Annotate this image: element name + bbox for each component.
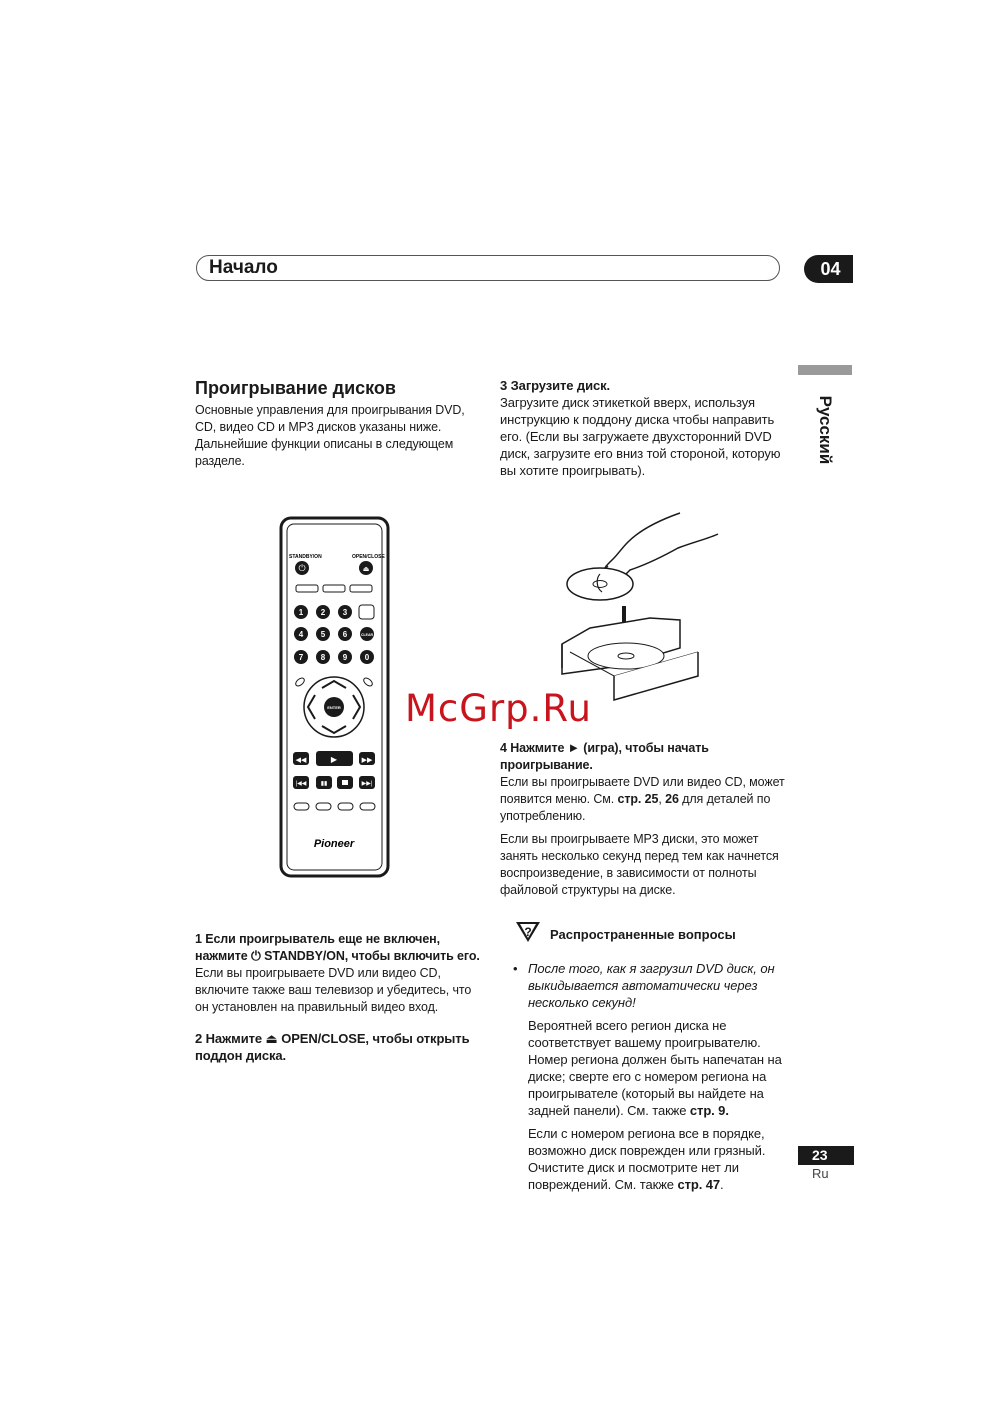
svg-text:|◀◀: |◀◀ (295, 781, 307, 787)
step-4-text: занять несколько секунд перед тем как начнется (500, 848, 779, 863)
faq-question-line: выкидывается автоматически через (528, 978, 758, 993)
enter-label: ENTER (327, 705, 341, 710)
faq-title: Распространенные вопросы (550, 927, 736, 942)
section-heading: Проигрывание дисков (195, 378, 396, 398)
remote-control-illustration (278, 515, 392, 880)
faq-question-line: несколько секунд! (528, 995, 636, 1010)
faq-icon (514, 920, 542, 944)
svg-text:?: ? (524, 925, 532, 939)
bullet-marker: • (513, 961, 518, 976)
svg-text:⏻: ⏻ (298, 563, 306, 573)
chapter-number: 04 (820, 259, 841, 279)
step-3-line: диск, загрузите его вниз той стороной, которую (500, 446, 781, 461)
digit-1: 1 (298, 608, 304, 617)
digit-9: 9 (342, 653, 348, 662)
intro-line: разделе. (195, 453, 245, 468)
step-4-text: Если вы проигрываете DVD или видео CD, может (500, 774, 785, 789)
faq-answer-line: соответствует вашему проигрывателю. (528, 1035, 761, 1050)
faq-answer-line: диске; сверте его с номером региона на (528, 1069, 767, 1084)
faq-answer-line: Номер региона должен быть напечатан на (528, 1052, 782, 1067)
step-1-line: включите также ваш телевизор и убедитесь, что (195, 982, 472, 997)
step-2-title-line: поддон диска. (195, 1048, 287, 1063)
intro-line: Основные управления для проигрывания DVD, (195, 402, 465, 417)
step-1-title-line: 1 Если проигрыватель еще не включен, (195, 931, 440, 946)
step-4 (500, 739, 785, 904)
faq-answer-line: . (719, 1177, 724, 1192)
step-4-title-line: 4 Нажмите ► (игра), чтобы начать (500, 740, 709, 755)
step-4-text: Если вы проигрываете MP3 диски, это может (500, 831, 759, 846)
step-2 (195, 1030, 469, 1064)
page-number: 23 (798, 1146, 854, 1165)
faq-answer-line: повреждений. См. также (528, 1177, 678, 1192)
digit-6: 6 (342, 630, 348, 639)
faq-item (513, 960, 782, 1199)
page-language-code: Ru (812, 1166, 829, 1181)
step-4-text: , (658, 791, 666, 806)
step-3 (500, 377, 780, 479)
disc-loading-illustration (560, 508, 720, 710)
step-4-text: файловой структуры на диске. (500, 882, 676, 897)
faq-answer-line: возможно диск поврежден или грязный. (528, 1143, 766, 1158)
step-4-text: воспроизведение, в зависимости от полноты (500, 865, 757, 880)
svg-text:▮▮: ▮▮ (320, 781, 328, 787)
step-3-line: его. (Если вы загружаете двухсторонний DVD (500, 429, 772, 444)
digit-7: 7 (298, 653, 304, 662)
faq-answer-line: Вероятней всего регион диска не (528, 1018, 727, 1033)
language-tab-bar (798, 365, 852, 375)
digit-5: 5 (320, 630, 326, 639)
step-4-text: появится меню. См. (500, 791, 618, 806)
page-reference-link[interactable]: 26 (665, 791, 679, 806)
svg-text:⏏: ⏏ (362, 566, 370, 573)
language-tab-label: Русский (816, 395, 835, 465)
svg-text:◀◀: ◀◀ (295, 757, 307, 764)
page-reference-link[interactable]: стр. 9. (689, 1103, 729, 1118)
digit-3: 3 (342, 608, 348, 617)
watermark: McGrp.Ru (405, 687, 592, 730)
clear-label: CLEAR (360, 633, 374, 637)
standby-label: STANDBY/ON (289, 554, 322, 560)
faq-answer-line: проигрывателе (который вы найдете на (528, 1086, 764, 1101)
page-reference-link[interactable]: стр. 25 (617, 791, 659, 806)
step-3-line: инструкцию к поддону диска чтобы направить (500, 412, 775, 427)
digit-0: 0 (364, 653, 370, 662)
section-header-frame (196, 255, 780, 281)
step-2-title-line: 2 Нажмите ⏏ OPEN/CLOSE, чтобы открыть (195, 1031, 470, 1046)
faq-answer-line: Очистите диск и посмотрите нет ли (528, 1160, 739, 1175)
step-1 (195, 930, 480, 1015)
intro-line: Дальнейшие функции описаны в следующем (195, 436, 454, 451)
svg-text:▶: ▶ (330, 755, 338, 764)
faq-answer-line: Если с номером региона все в порядке, (528, 1126, 765, 1141)
step-4-text: употреблению. (500, 808, 586, 823)
page-reference-link[interactable]: стр. 47 (677, 1177, 720, 1192)
step-3-line: Загрузите диск этикеткой вверх, используя (500, 395, 755, 410)
digit-8: 8 (320, 653, 326, 662)
chapter-badge (804, 255, 853, 283)
svg-text:▶▶: ▶▶ (361, 757, 373, 764)
intro-line: CD, видео CD и MP3 дисков указаны ниже. (195, 419, 442, 434)
step-3-title: 3 Загрузите диск. (500, 378, 611, 393)
faq-answer-line: задней панели). См. также (528, 1103, 690, 1118)
step-1-line: он установлен на правильный видео вход. (195, 999, 439, 1014)
step-1-line: Если вы проигрываете DVD или видео CD, (195, 965, 441, 980)
step-3-line: вы хотите проигрывать). (500, 463, 646, 478)
step-1-title-line: нажмите ⏻ STANDBY/ON, чтобы включить его. (195, 948, 480, 963)
brand-logo: Pioneer (313, 838, 355, 850)
open-close-label: OPEN/CLOSE (352, 554, 385, 560)
step-4-title-line: проигрывание. (500, 757, 593, 772)
section-title: Начало (209, 257, 278, 278)
intro-paragraph (195, 401, 465, 469)
step-4-text: для деталей по (678, 791, 771, 806)
digit-2: 2 (320, 608, 326, 617)
digit-4: 4 (298, 630, 304, 639)
svg-text:▶▶|: ▶▶| (361, 781, 373, 787)
faq-question-line: После того, как я загрузил DVD диск, он (528, 961, 775, 976)
